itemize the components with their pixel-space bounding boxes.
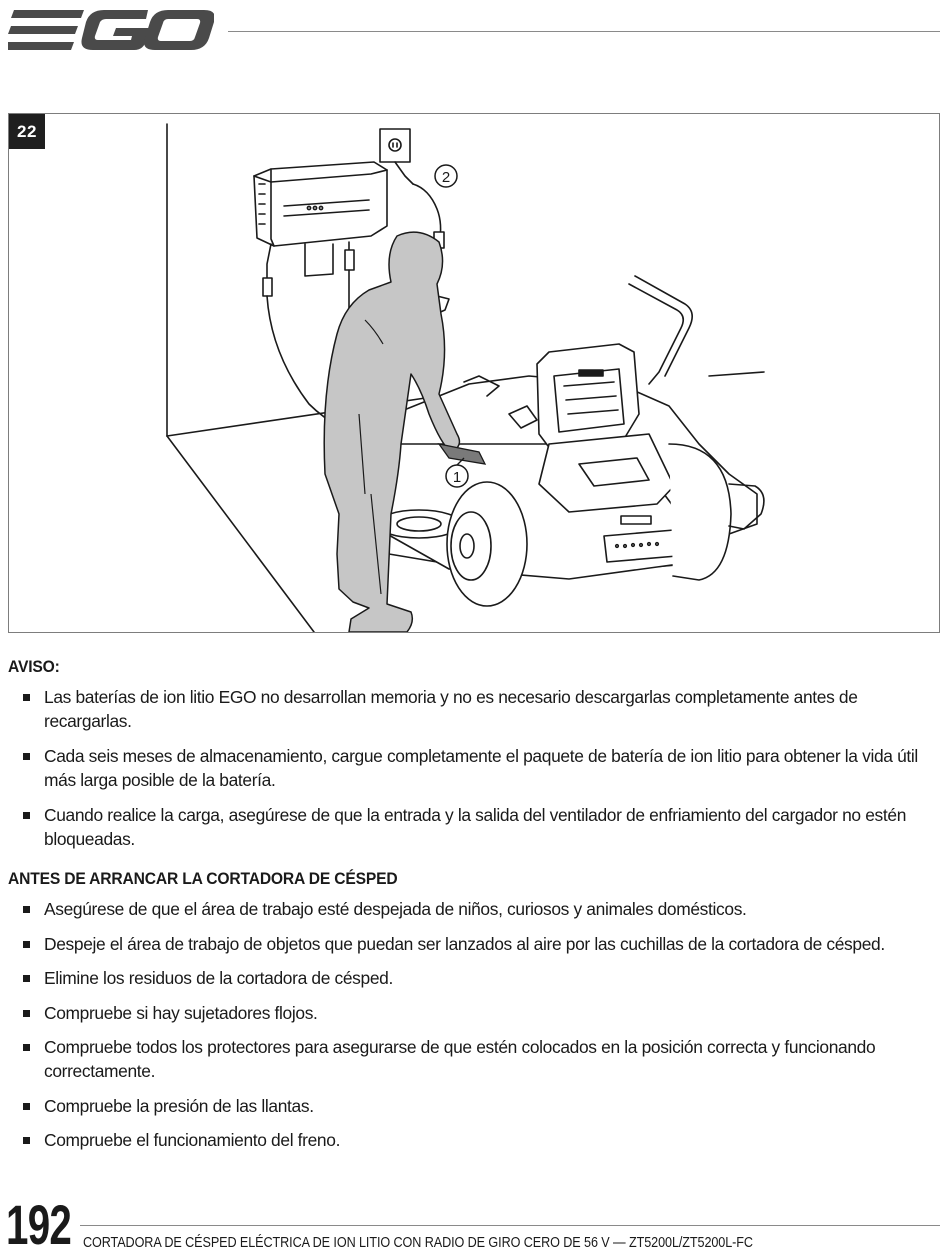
list-item: Compruebe si hay sujetadores flojos.: [8, 1001, 943, 1025]
list-item: Compruebe todos los protectores para asegurarse de que estén colocados en la posición correcta y funcionando correctamente.: [8, 1035, 943, 1083]
page-header: [0, 0, 950, 60]
before-start-list: [8, 897, 943, 1152]
notice-heading: AVISO:: [8, 657, 60, 676]
figure-22: [8, 113, 940, 633]
list-item: Cuando realice la carga, asegúrese de que la entrada y la salida del ventilador de enfriamiento del cargador no estén bloqueadas.: [8, 803, 943, 851]
list-item: Compruebe el funcionamiento del freno.: [8, 1128, 943, 1152]
main-content: [8, 655, 943, 1163]
before-start-heading: ANTES DE ARRANCAR LA CORTADORA DE CÉSPED: [8, 869, 398, 888]
list-item: Las baterías de ion litio EGO no desarrollan memoria y no es necesario descargarlas completamente antes de recargarlas.: [8, 685, 943, 733]
callout-1: 1: [452, 469, 462, 486]
callout-2: 2: [441, 169, 451, 186]
list-item: Asegúrese de que el área de trabajo esté despejada de niños, curiosos y animales domésticos.: [8, 897, 943, 921]
footer-rule: [80, 1225, 940, 1226]
list-item: Despeje el área de trabajo de objetos que puedan ser lanzados al aire por las cuchillas de la cortadora de césped.: [8, 932, 943, 956]
list-item: Cada seis meses de almacenamiento, cargue completamente el paquete de batería de ion litio para obtener la vida útil más larga posible de la batería.: [8, 744, 943, 792]
footer-text: CORTADORA DE CÉSPED ELÉCTRICA DE ION LITIO CON RADIO DE GIRO CERO DE 56 V — ZT5200L/ZT5200L-FC: [83, 1235, 753, 1251]
ego-logo: [8, 6, 214, 54]
list-item: Compruebe la presión de las llantas.: [8, 1094, 943, 1118]
list-item: Elimine los residuos de la cortadora de césped.: [8, 966, 943, 990]
page-number: 192: [6, 1193, 72, 1256]
lawn-mower-charging-illustration: [9, 114, 939, 632]
notice-list: [8, 685, 943, 851]
header-rule: [228, 31, 940, 32]
figure-number: 22: [9, 114, 45, 149]
page-footer: [0, 1193, 950, 1260]
